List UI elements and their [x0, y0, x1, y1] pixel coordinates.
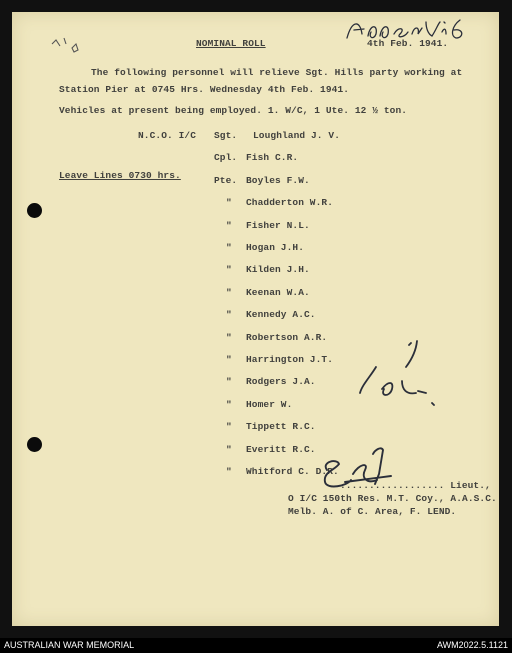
roll-entry-name: Keenan W.A. — [246, 286, 310, 298]
roll-entry-name: Everitt R.C. — [246, 443, 316, 455]
roll-entry-name: Kilden J.H. — [246, 264, 310, 276]
roll-entry-name: Fisher N.L. — [246, 219, 310, 231]
roll-entry-rank: " — [226, 264, 232, 276]
roll-entry-name: Robertson A.R. — [246, 331, 328, 343]
roll-entry-name: Homer W. — [246, 398, 293, 410]
leave-lines-note: Leave Lines 0730 hrs. — [59, 170, 181, 181]
document-title: NOMINAL ROLL — [196, 38, 266, 49]
officer-signature — [317, 440, 397, 500]
roll-entry-name: Whitford C. D.R. — [246, 466, 339, 477]
roll-entry-name: Loughland J. V. — [253, 130, 341, 141]
roll-entry-rank: " — [226, 309, 232, 321]
roll-entry-rank: Sgt. — [214, 130, 238, 141]
roll-entry-rank: " — [226, 242, 232, 253]
instruction-line-1: The following personnel will relieve Sgt. Hills party working at — [91, 67, 463, 78]
roll-entry-rank: " — [226, 331, 232, 343]
handwritten-initials — [354, 337, 444, 412]
roll-entry-rank: " — [226, 376, 232, 388]
roll-entry-name: Chadderton W.R. — [246, 197, 334, 209]
nco-label: N.C.O. I/C — [138, 130, 197, 141]
archive-name: AUSTRALIAN WAR MEMORIAL — [4, 640, 135, 650]
punch-hole-bottom — [27, 437, 42, 452]
document-date: 4th Feb. 1941. — [367, 38, 449, 49]
roll-entry-name: Rodgers J.A. — [246, 376, 316, 388]
roll-entry-name: Kennedy A.C. — [246, 309, 316, 321]
roll-entry-name: Fish C.R. — [246, 152, 299, 164]
roll-entry-rank: " — [226, 466, 232, 477]
roll-entry-name: Hogan J.H. — [246, 242, 305, 253]
vehicles-line: Vehicles at present being employed. 1. W/C, 1 Ute. 12 ½ ton. — [59, 105, 408, 116]
roll-entry-rank: " — [226, 354, 232, 365]
staple-mark — [50, 34, 90, 58]
roll-entry-name: Harrington J.T. — [246, 354, 334, 365]
paper-sheet — [12, 12, 499, 626]
roll-entry-rank: " — [226, 286, 232, 298]
instruction-line-2: Station Pier at 0745 Hrs. Wednesday 4th Feb. 1941. — [59, 84, 350, 95]
archive-footer — [0, 638, 512, 653]
roll-entry-name: Boyles F.W. — [246, 174, 310, 186]
roll-entry-rank: " — [226, 421, 232, 433]
roll-entry-rank: " — [226, 398, 232, 410]
archive-reference: AWM2022.5.1121 — [436, 640, 508, 650]
roll-entry-name: Tippett R.C. — [246, 421, 316, 433]
roll-entry-rank: " — [226, 219, 232, 231]
roll-entry-rank: Cpl. — [214, 152, 238, 164]
roll-entry-rank: Pte. — [214, 174, 238, 186]
signature-unit: O I/C 150th Res. M.T. Coy., A.A.S.C. — [288, 493, 497, 504]
punch-hole-top — [27, 203, 42, 218]
signature-area: Melb. A. of C. Area, F. LEND. — [288, 506, 457, 517]
signature-dots: .................. Lieut., — [340, 480, 491, 491]
roll-entry-rank: " — [226, 443, 232, 455]
roll-entry-rank: " — [226, 197, 232, 209]
